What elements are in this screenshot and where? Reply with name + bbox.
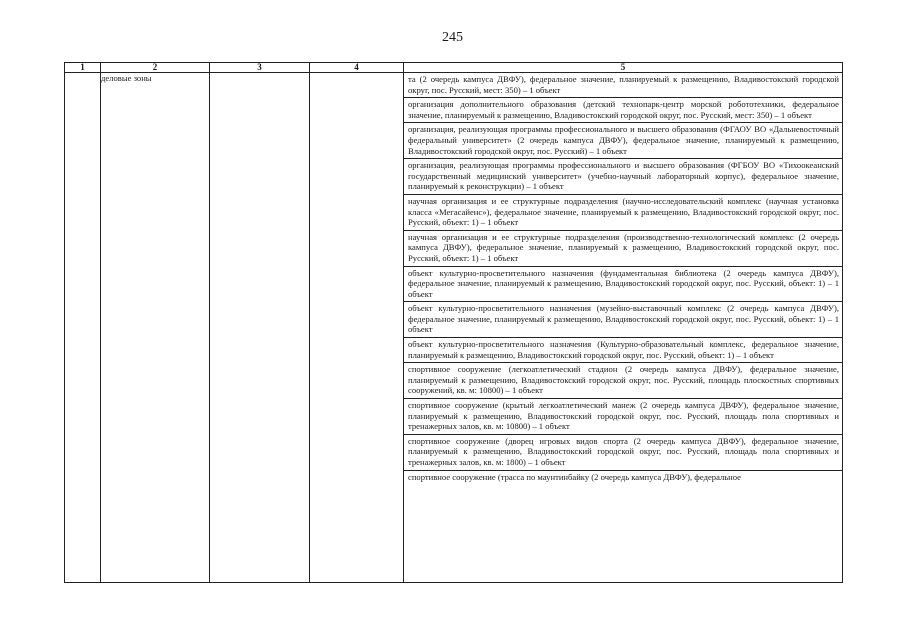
list-item: та (2 очередь кампуса ДВФУ), федеральное значение, планируемый к размещению, Владивостокский городской округ, пос. Русский, мест: 350) – 1 объект	[404, 73, 842, 98]
list-item: спортивное сооружение (дворец игровых видов спорта (2 очередь кампуса ДВФУ), федеральное значение, планируемый к размещению, Владивостокский городской округ, пос. Русский, площадь пола спортивных и тренажерных залов, кв. м: 1800) – 1 объект	[404, 435, 842, 471]
page-number: 245	[442, 30, 463, 45]
cell-col3	[210, 73, 310, 583]
cell-col2-zone: деловые зоны	[101, 73, 210, 583]
table-row	[65, 73, 843, 583]
column-header-5: 5	[404, 63, 843, 73]
cell-col1	[65, 73, 101, 583]
list-item: объект культурно-просветительного назначения (Культурно-образовательный комплекс, федеральное значение, планируемый к размещению, Владивостокский городской округ, пос. Русский, объект: 1) – 1 объект	[404, 338, 842, 363]
list-item: объект культурно-просветительного назначения (музейно-выставочный комплекс (2 очередь кампуса ДВФУ), федеральное значение, планируемый к размещению, Владивостокский городской округ, пос. Русский, объект: 1) – 1 объект	[404, 302, 842, 338]
column-header-2: 2	[101, 63, 210, 73]
list-item: научная организация и ее структурные подразделения (научно-исследовательский комплекс (научная установка класса «Мегасайенс»), федеральное значение, планируемый к размещению, Владивостокский городской округ, пос. Русский, объект: 1) – 1 объект	[404, 195, 842, 231]
document-table	[64, 62, 843, 583]
column-header-3: 3	[210, 63, 310, 73]
cell-col5-entries	[404, 73, 843, 583]
list-item: организация, реализующая программы профессионального и высшего образования (ФГБОУ ВО «Тихоокеанский государственный медицинский университет» (учебно-научный лабораторный корпус), федеральное значение, планируемый к реконструкции) – 1 объект	[404, 159, 842, 195]
list-item: спортивное сооружение (легкоатлетический стадион (2 очередь кампуса ДВФУ), федеральное значение, планируемый к размещению, Владивостокский городской округ, пос. Русский, площадь плоскостных спортивных сооружений, кв. м: 10800) – 1 объект	[404, 363, 842, 399]
header-row	[65, 63, 843, 73]
list-item: объект культурно-просветительного назначения (фундаментальная библиотека (2 очередь кампуса ДВФУ), федеральное значение, планируемый к размещению, Владивостокский городской округ, пос. Русский, объект: 1) – 1 объект	[404, 267, 842, 303]
list-item: организация, реализующая программы профессионального и высшего образования (ФГАОУ ВО «Дальневосточный федеральный университет» (2 очередь кампуса ДВФУ), федеральное значение, планируемый к размещению, Владивостокский городской округ, пос. Русский) – 1 объект	[404, 123, 842, 159]
list-item: научная организация и ее структурные подразделения (производственно-технологический комплекс (2 очередь кампуса ДВФУ), федеральное значение, планируемый к размещению, Владивостокский городской округ, пос. Русский, объект: 1) – 1 объект	[404, 231, 842, 267]
list-item: спортивное сооружение (трасса по маунтинбайку (2 очередь кампуса ДВФУ), федеральное	[408, 471, 741, 482]
list-item: организация дополнительного образования (детский технопарк-центр морской робототехники, федеральное значение, планируемый к размещению, Владивостокский городской округ, пос. Русский, мест: 350) – 1 объект	[404, 98, 842, 123]
column-header-1: 1	[65, 63, 101, 73]
column-header-4: 4	[310, 63, 404, 73]
list-item: спортивное сооружение (крытый легкоатлетический манеж (2 очередь кампуса ДВФУ), федеральное значение, планируемый к размещению, Владивостокский городской округ, пос. Русский, площадь пола спортивных и тренажерных залов, кв. м: 10800) – 1 объект	[404, 399, 842, 435]
cell-col4	[310, 73, 404, 583]
